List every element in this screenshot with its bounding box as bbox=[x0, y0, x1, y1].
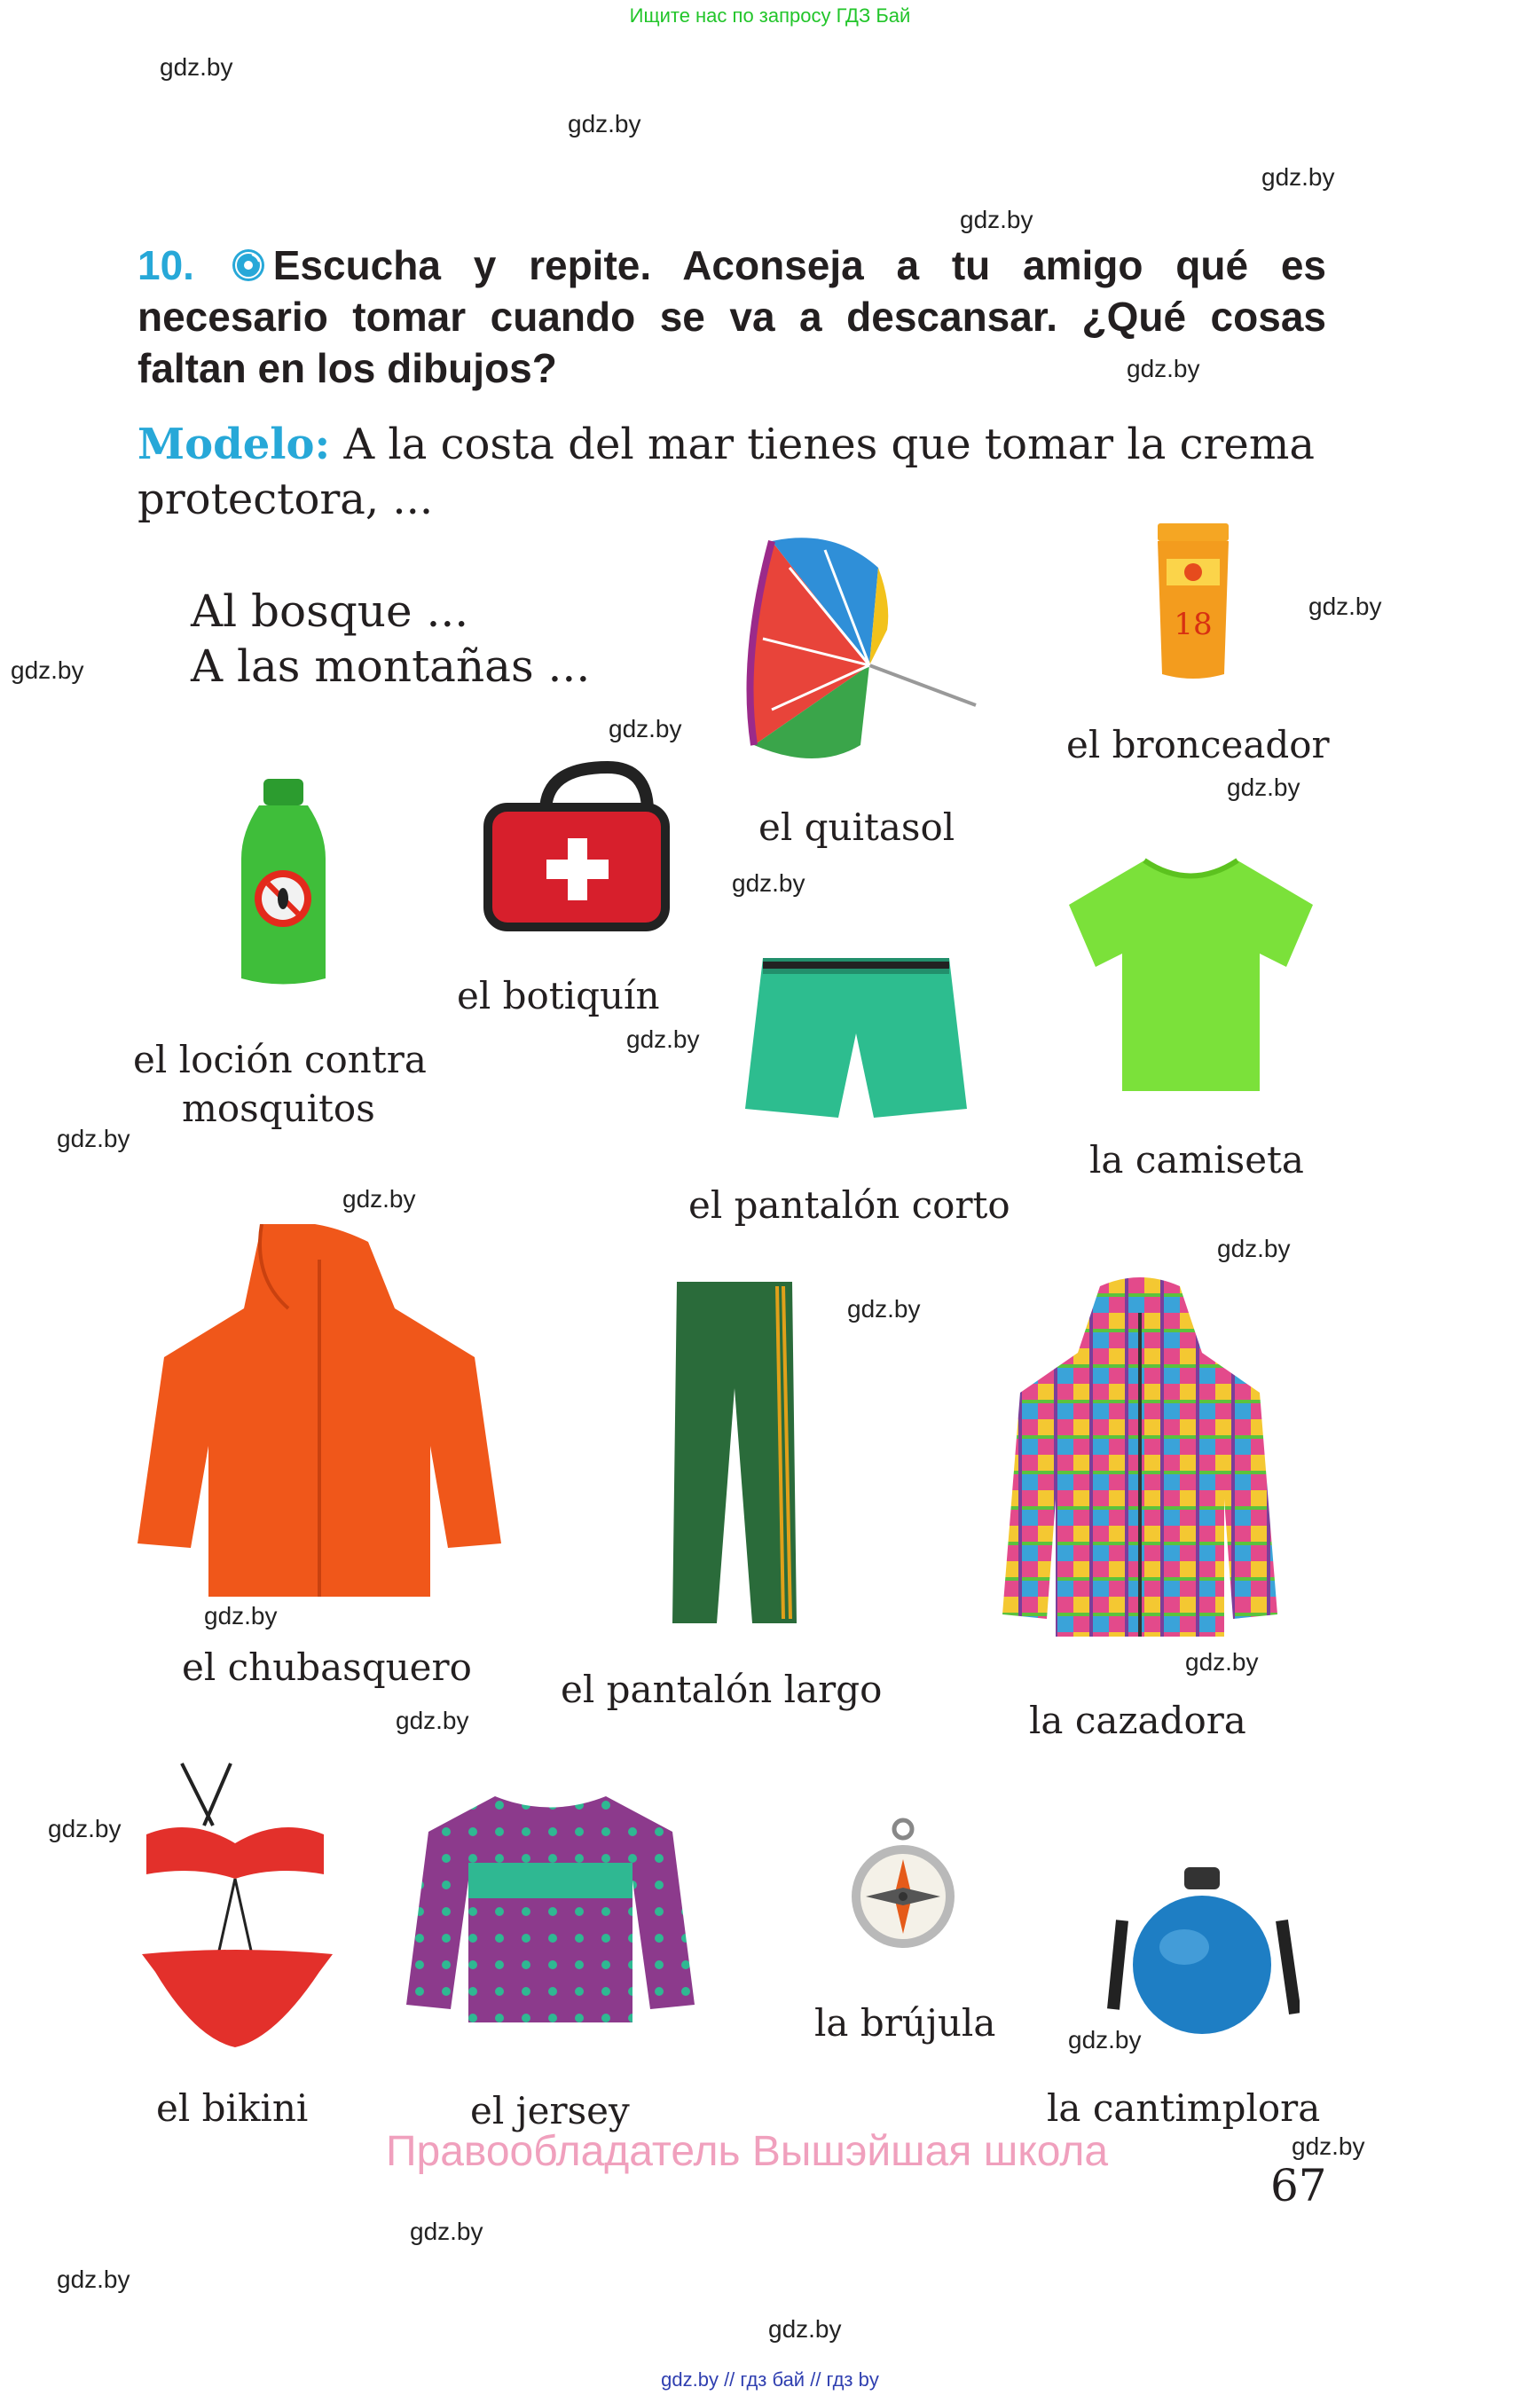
caption-cantimplora: la cantimplora bbox=[1047, 2086, 1321, 2130]
exercise-instruction-text: Escucha y repite. Aconseja a tu amigo qué es necesario tomar cuando se va a descansar. ¿Qué cosas faltan en los dibujos? bbox=[138, 242, 1327, 391]
mosquito-lotion-image bbox=[241, 779, 326, 987]
watermark: gdz.by bbox=[568, 110, 641, 137]
bikini-image bbox=[142, 1755, 333, 2047]
plaid-jacket-image bbox=[1002, 1277, 1277, 1641]
top-banner: Ищите нас по запросу ГДЗ Бай bbox=[629, 4, 911, 27]
watermark: gdz.by bbox=[768, 2315, 842, 2343]
first-aid-kit-image bbox=[483, 758, 670, 931]
model-sentence bbox=[138, 417, 1326, 527]
watermark: gdz.by bbox=[1308, 593, 1382, 620]
caption-locion-line2: mosquitos bbox=[182, 1087, 375, 1130]
watermark: gdz.by bbox=[342, 1185, 416, 1213]
shorts-image bbox=[745, 949, 967, 1127]
watermark: gdz.by bbox=[732, 869, 805, 897]
caption-botiquin: el botiquín bbox=[457, 974, 660, 1017]
bottom-links: gdz.by // гдз бай // гдз by bbox=[661, 2368, 879, 2391]
canteen-image bbox=[1104, 1867, 1300, 2045]
watermark: gdz.by bbox=[1068, 2026, 1142, 2054]
sunscreen-spf-label: 18 bbox=[1174, 607, 1213, 642]
watermark: gdz.by bbox=[1127, 355, 1200, 382]
watermark: gdz.by bbox=[1227, 774, 1300, 801]
raincoat-image bbox=[138, 1224, 501, 1601]
watermark: gdz.by bbox=[1292, 2132, 1365, 2160]
sweater-image bbox=[406, 1792, 695, 2027]
watermark: gdz.by bbox=[160, 53, 233, 81]
caption-locion-line1: el loción contra bbox=[133, 1038, 427, 1081]
compass-image bbox=[850, 1817, 956, 1959]
caption-camiseta: la camiseta bbox=[1089, 1138, 1304, 1182]
beach-umbrella-image bbox=[736, 532, 980, 772]
sunscreen-image bbox=[1153, 523, 1233, 683]
watermark: gdz.by bbox=[626, 1025, 700, 1053]
caption-pantalon-corto: el pantalón corto bbox=[688, 1183, 1010, 1227]
watermark: gdz.by bbox=[11, 656, 84, 684]
line-mountains: A las montañas ... bbox=[191, 640, 591, 692]
watermark: gdz.by bbox=[1261, 163, 1335, 191]
page-number: 67 bbox=[1270, 2160, 1327, 2211]
watermark: gdz.by bbox=[48, 1815, 122, 1842]
caption-jersey: el jersey bbox=[470, 2089, 630, 2132]
model-label: Modelo: bbox=[138, 420, 331, 469]
watermark: gdz.by bbox=[1217, 1235, 1291, 1262]
track-pants-image bbox=[664, 1282, 797, 1628]
watermark: gdz.by bbox=[57, 1125, 130, 1152]
exercise-number: 10. bbox=[138, 242, 194, 288]
caption-quitasol: el quitasol bbox=[758, 805, 955, 849]
watermark: gdz.by bbox=[396, 1707, 469, 1734]
watermark: gdz.by bbox=[960, 206, 1033, 233]
watermark: gdz.by bbox=[1185, 1648, 1259, 1676]
caption-bikini: el bikini bbox=[156, 2086, 309, 2130]
caption-cazadora: la cazadora bbox=[1029, 1699, 1246, 1742]
watermark: gdz.by bbox=[609, 715, 682, 742]
caption-pantalon-largo: el pantalón largo bbox=[561, 1668, 883, 1711]
caption-chubasquero: el chubasquero bbox=[182, 1645, 472, 1689]
tshirt-image bbox=[1069, 856, 1313, 1095]
model-text: A la costa del mar tienes que tomar la crema protectora, ... bbox=[138, 420, 1315, 524]
copyright-notice: Правообладатель Вышэйшая школа bbox=[386, 2128, 1109, 2175]
watermark: gdz.by bbox=[57, 2266, 130, 2293]
caption-brujula: la brújula bbox=[814, 2001, 996, 2045]
watermark: gdz.by bbox=[204, 1602, 278, 1629]
caption-bronceador: el bronceador bbox=[1066, 723, 1330, 766]
line-forest: Al bosque ... bbox=[191, 585, 469, 637]
watermark: gdz.by bbox=[847, 1295, 921, 1323]
audio-disc-icon bbox=[231, 247, 266, 283]
exercise-instruction bbox=[138, 240, 1326, 394]
watermark: gdz.by bbox=[410, 2218, 483, 2245]
